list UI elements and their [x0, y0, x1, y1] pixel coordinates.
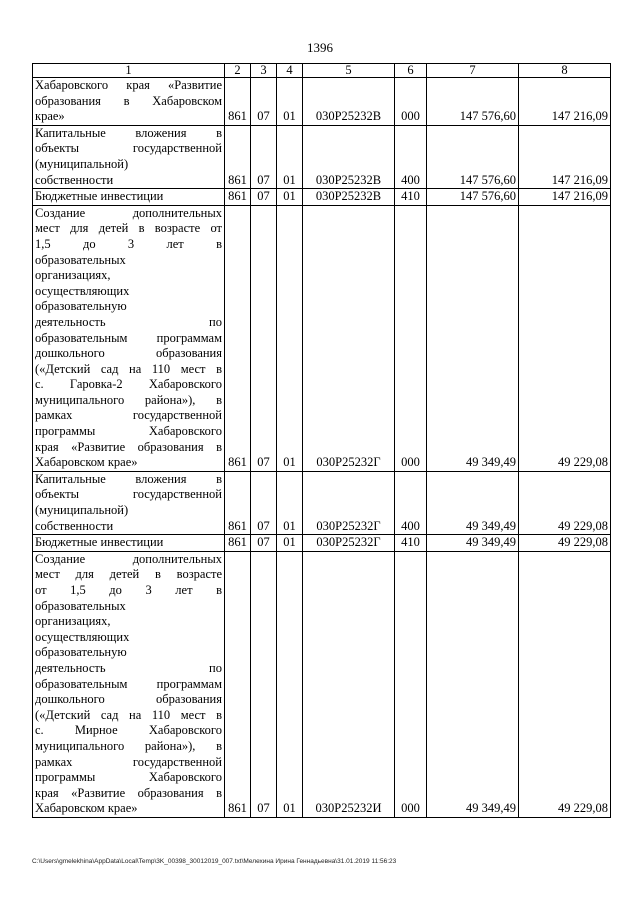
target-article: 030P25232И [303, 551, 395, 817]
ministry-code: 861 [225, 535, 251, 552]
row-name [33, 535, 225, 552]
row-name-line: организациях, [35, 614, 111, 629]
row-name [33, 551, 225, 817]
target-article: 030P25232B [303, 78, 395, 126]
row-name-line: программы Хабаровского [35, 424, 222, 439]
row-name-line: Создание дополнительных [35, 551, 222, 566]
amount-plan: 49 349,49 [427, 471, 519, 534]
row-name-line: рамках государственной [35, 408, 222, 423]
row-name-line: Бюджетные инвестиции [35, 189, 164, 204]
header-row [33, 64, 611, 78]
subsection-code: 01 [277, 125, 303, 188]
row-name-line: Хабаровском крае» [35, 455, 138, 470]
row-name-line: образования в Хабаровском [35, 93, 222, 108]
row-name-line: (муниципальной) [35, 503, 129, 518]
amount-actual: 147 216,09 [519, 78, 611, 126]
expense-type: 400 [395, 471, 427, 534]
subsection-code: 01 [277, 189, 303, 206]
row-name-line: образовательным программам [35, 330, 222, 345]
table-row [33, 471, 611, 534]
section-code: 07 [251, 551, 277, 817]
column-header-8: 8 [519, 64, 611, 78]
row-name-line: образовательных [35, 252, 126, 267]
row-name [33, 189, 225, 206]
row-name-line: с. Мирное Хабаровского [35, 723, 222, 738]
row-name-line: собственности [35, 518, 114, 533]
section-code: 07 [251, 125, 277, 188]
row-name-line: объекты государственной [35, 141, 222, 156]
footer-path: C:\Users\gmelekhina\AppData\Local\Temp\3K_00398_30012019_007.txt\Мелехина Ирина Геннадьевна\31.01.2019 11:56:23 [32, 858, 397, 865]
subsection-code: 01 [277, 471, 303, 534]
table-row [33, 78, 611, 126]
subsection-code: 01 [277, 535, 303, 552]
expense-type: 000 [395, 551, 427, 817]
column-header-5: 5 [303, 64, 395, 78]
section-code: 07 [251, 205, 277, 471]
row-name-line: мест для детей в возрасте [35, 567, 222, 582]
row-name-line: дошкольного образования [35, 692, 222, 707]
row-name-line: мест для детей в возрасте от [35, 221, 222, 236]
column-header-6: 6 [395, 64, 427, 78]
amount-actual: 49 229,08 [519, 471, 611, 534]
row-name-line: осуществляющих [35, 283, 130, 298]
row-name [33, 471, 225, 534]
row-name-line: Создание дополнительных [35, 205, 222, 220]
row-name-line: дошкольного образования [35, 346, 222, 361]
row-name-line: крае» [35, 109, 65, 124]
section-code: 07 [251, 535, 277, 552]
column-header-1: 1 [33, 64, 225, 78]
section-code: 07 [251, 471, 277, 534]
expense-type: 400 [395, 125, 427, 188]
row-name-line: («Детский сад на 110 мест в [35, 361, 222, 376]
amount-plan: 49 349,49 [427, 551, 519, 817]
row-name-line: образовательным программам [35, 676, 222, 691]
row-name-line: Хабаровском крае» [35, 801, 138, 816]
ministry-code: 861 [225, 189, 251, 206]
ministry-code: 861 [225, 78, 251, 126]
row-name-line: Хабаровского края «Развитие [35, 78, 222, 92]
expense-type: 410 [395, 535, 427, 552]
ministry-code: 861 [225, 551, 251, 817]
row-name-line: организациях, [35, 268, 111, 283]
target-article: 030P25232Г [303, 471, 395, 534]
row-name-line: (муниципальной) [35, 156, 129, 171]
row-name [33, 125, 225, 188]
column-header-2: 2 [225, 64, 251, 78]
column-header-4: 4 [277, 64, 303, 78]
budget-table [32, 63, 611, 818]
subsection-code: 01 [277, 551, 303, 817]
page-number: 1396 [307, 40, 333, 55]
table-row [33, 125, 611, 188]
table-row [33, 205, 611, 471]
row-name [33, 205, 225, 471]
subsection-code: 01 [277, 205, 303, 471]
amount-actual: 49 229,08 [519, 535, 611, 552]
ministry-code: 861 [225, 125, 251, 188]
amount-actual: 147 216,09 [519, 189, 611, 206]
row-name-line: муниципального района»), в [35, 738, 222, 753]
amount-actual: 49 229,08 [519, 551, 611, 817]
expense-type: 410 [395, 189, 427, 206]
row-name-line: Капитальные вложения в [35, 125, 222, 140]
row-name-line: собственности [35, 172, 114, 187]
row-name-line: образовательную [35, 645, 127, 660]
row-name-line: Капитальные вложения в [35, 471, 222, 486]
section-code: 07 [251, 78, 277, 126]
row-name-line: края «Развитие образования в [35, 785, 222, 800]
row-name-line: осуществляющих [35, 629, 130, 644]
row-name-line: муниципального района»), в [35, 392, 222, 407]
row-name-line: («Детский сад на 110 мест в [35, 707, 222, 722]
row-name-line: деятельность по [35, 314, 222, 329]
amount-plan: 49 349,49 [427, 535, 519, 552]
target-article: 030P25232B [303, 125, 395, 188]
target-article: 030P25232B [303, 189, 395, 206]
row-name-line: с. Гаровка-2 Хабаровского [35, 377, 222, 392]
table-row [33, 189, 611, 206]
amount-plan: 147 576,60 [427, 78, 519, 126]
row-name-line: 1,5 до 3 лет в [35, 236, 222, 251]
row-name [33, 78, 225, 126]
row-name-line: Бюджетные инвестиции [35, 535, 164, 550]
amount-actual: 147 216,09 [519, 125, 611, 188]
table-row [33, 535, 611, 552]
expense-type: 000 [395, 78, 427, 126]
target-article: 030P25232Г [303, 535, 395, 552]
row-name-line: рамках государственной [35, 754, 222, 769]
amount-plan: 49 349,49 [427, 205, 519, 471]
column-header-3: 3 [251, 64, 277, 78]
row-name-line: края «Развитие образования в [35, 439, 222, 454]
column-header-7: 7 [427, 64, 519, 78]
row-name-line: объекты государственной [35, 487, 222, 502]
row-name-line: деятельность по [35, 660, 222, 675]
amount-actual: 49 229,08 [519, 205, 611, 471]
row-name-line: от 1,5 до 3 лет в [35, 583, 222, 597]
section-code: 07 [251, 189, 277, 206]
row-name-line: программы Хабаровского [35, 770, 222, 785]
amount-plan: 147 576,60 [427, 125, 519, 188]
row-name-line: образовательных [35, 598, 126, 613]
table-body [33, 78, 611, 818]
ministry-code: 861 [225, 205, 251, 471]
row-name-line: образовательную [35, 299, 127, 314]
expense-type: 000 [395, 205, 427, 471]
ministry-code: 861 [225, 471, 251, 534]
amount-plan: 147 576,60 [427, 189, 519, 206]
subsection-code: 01 [277, 78, 303, 126]
target-article: 030P25232Г [303, 205, 395, 471]
table-row [33, 551, 611, 817]
